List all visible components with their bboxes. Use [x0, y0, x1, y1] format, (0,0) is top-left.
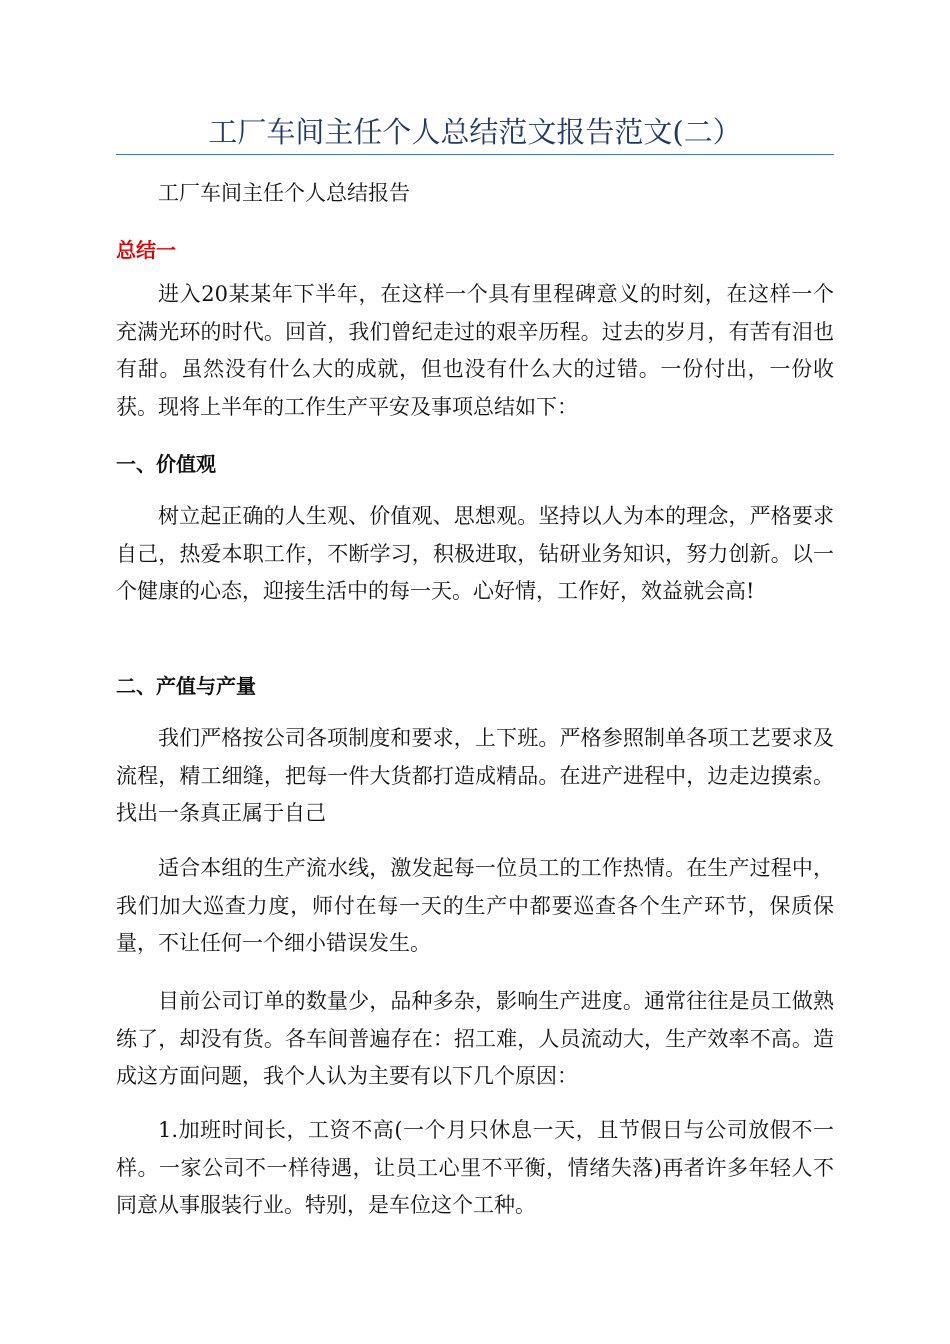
reason-paragraph-1: 1.加班时间长，工资不高(一个月只休息一天，且节假日与公司放假不一样。一家公司不一样待遇，让员工心里不平衡，情绪失落)再者许多年轻人不同意从事服装行业。特别，是车位这个工种。 [116, 1118, 834, 1217]
section-label: 总结一 [116, 238, 176, 262]
output-paragraph-3: 目前公司订单的数量少，品种多杂，影响生产进度。通常往往是员工做熟练了，却没有货。各车间普遍存在：招工难，人员流动大，生产效率不高。造成这方面问题，我个人认为主要有以下几个原因： [116, 989, 834, 1088]
document-title: 工厂车间主任个人总结范文报告范文(二） [208, 115, 742, 149]
heading-output: 二、产值与产量 [116, 674, 256, 698]
document-subtitle: 工厂车间主任个人总结报告 [158, 181, 410, 205]
title-underline [116, 154, 834, 155]
values-paragraph: 树立起正确的人生观、价值观、思想观。坚持以人为本的理念，严格要求自己，热爱本职工作，不断学习，积极进取，钻研业务知识，努力创新。以一个健康的心态，迎接生活中的每一天。心好情，工作好，效益就会高! [116, 504, 834, 603]
output-paragraph-1: 我们严格按公司各项制度和要求，上下班。严格参照制单各项工艺要求及流程，精工细缝，把每一件大货都打造成精品。在进产进程中，边走边摸索。找出一条真正属于自己 [116, 726, 834, 825]
heading-values: 一、价值观 [116, 452, 216, 476]
intro-paragraph: 进入20某某年下半年，在这样一个具有里程碑意义的时刻，在这样一个充满光环的时代。回首，我们曾纪走过的艰辛历程。过去的岁月，有苦有泪也有甜。虽然没有什么大的成就，但也没有什么大的过错。一份付出，一份收获。现将上半年的工作生产平安及事项总结如下： [116, 282, 834, 419]
output-paragraph-2: 适合本组的生产流水线，激发起每一位员工的工作热情。在生产过程中，我们加大巡查力度，师付在每一天的生产中都要巡查各个生产环节，保质保量，不让任何一个细小错误发生。 [116, 856, 834, 955]
